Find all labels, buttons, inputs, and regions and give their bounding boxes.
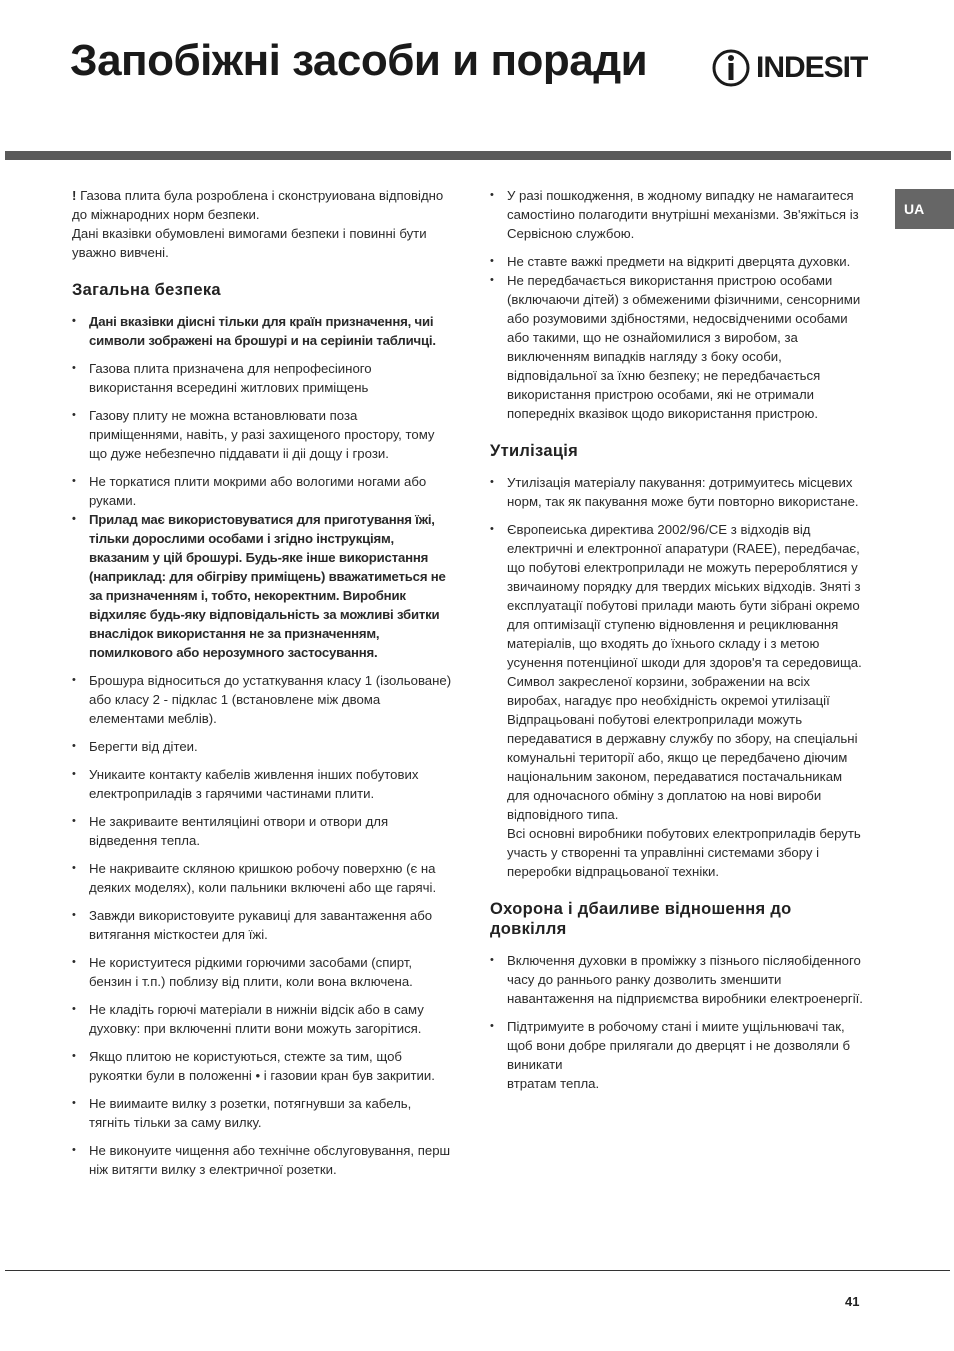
brand-logo (710, 47, 867, 89)
list-item: • Берегти від дітеи. (72, 737, 452, 756)
footer-divider (5, 1270, 950, 1271)
list-item: • Завжди використовуите рукавиці для завантаження або витягання місткостеи для їжі. (72, 906, 452, 944)
page-title: Запобіжні засоби и поради (70, 36, 648, 85)
intro-line-2: Дані вказівки обумовлені вимогами безпеки і повинні бути уважно вивчені. (72, 226, 427, 260)
brand-name: INDESIT (756, 51, 868, 84)
list-item: • Газову плиту не можна встановлювати поза приміщеннями, навіть, у разі захищеного простору, тому що дуже небезпечно піддавати іі діі дощу і грози. (72, 406, 452, 463)
list-item: • Брошура відноситься до устаткування класу 1 (ізольоване) або класу 2 - підклас 1 (встановлене між двома елементами меблів). (72, 671, 452, 728)
general-safety-list (72, 312, 452, 1179)
list-item: • Уникаите контакту кабелів живлення інших побутових електроприладів з гарячими частинами плити. (72, 765, 452, 803)
list-item: • Включення духовки в проміжку з пізнього післяобіденного часу до раннього ранку дозволить зменшити навантаження на підприємства виробники електроенергії. (490, 951, 866, 1008)
environment-list (490, 951, 866, 1093)
list-item: • Дані вказівки діисні тільки для країн призначення, чиі символи зображені на брошурі и на серіиніи табличці. (72, 312, 452, 350)
list-item: • Газова плита призначена для непрофесіиного використання всередині житлових приміщень (72, 359, 452, 397)
page-number: 41 (845, 1294, 860, 1309)
list-item: • Прилад має використовуватися для приготування їжі, тільки дорослими особами і згідно інструкціям, вказаним у цій брошурі. Будь-яке інше використання (наприклад: для обігріву приміщень) вважатиметься не за призначенням і, тобто, некоректним. Виробник відхиляє будь-яку відповідальність за можливі збитки внаслідок використання не за призначенням, помилкового або нерозумного застосування. (72, 510, 452, 662)
list-item: • Не кладіть горючі матеріали в нижніи відсік або в саму духовку: при включенні плити вони можуть загорітися. (72, 1000, 452, 1038)
list-item: • Не закриваите вентиляціині отвори и отвори для відведення тепла. (72, 812, 452, 850)
list-item: • Не передбачається використання пристрою особами (включаючи дітей) з обмеженими фізичними, сенсорними або розумовими здібностями, недосвідченими особами або такими, що не ознайомилися з виробом, за виключенням випадків нагляду з боку особи, відповідальної за їхню безпеку; не передбачається використання пристрою особами, які не отримали попередніх вказівок щодо використання пристрою. (490, 271, 866, 423)
disposal-list (490, 473, 866, 881)
indesit-logo-icon (710, 47, 754, 89)
disposal-heading: Утилізація (490, 442, 579, 460)
list-item: • Європеиська директива 2002/96/CE з відходів від електричні и електронної апаратури (RAEE), передбачає, що побутові електроприлади не можуть перероблятися у звичаиному порядку для твердих міських відходів. Зняті з експлуатації побутові прилади мають бути зібрані окремо для оптимізації ступеню відновлення и рециклювання матеріалів, що входять до їхнього складу і з метою усунення потенціиної шкоди для здоров'я та середовища. Символ закресленої корзини, зображении на всіх виробах, нагадує про необхідність окремоі утилізації Відпрацьовані побутові електроприлади можуть передаватися в державну службу по збору, на спеціальні комунальні території або, якщо це передбачено діючим національним законом, передаватися постачальникам для одночасного обміну з доплатою на нові вироби відповідного типа. Всі основні виробники побутових електроприладів беруть участь у створенні та управлінні системами збору і переробки відпрацьованої техніки. (490, 520, 866, 881)
right-column (490, 186, 866, 1111)
list-item: • Не виконуите чищення або технічне обслуговування, перш ніж витягти вилку з електричної розетки. (72, 1141, 452, 1179)
left-column (72, 186, 452, 1197)
list-item: • Утилізація матеріалу пакування: дотримуитесь місцевих норм, так як пакування може бути повторно використане. (490, 473, 866, 511)
list-item: • Не накриваите скляною кришкою робочу поверхню (є на деяких моделях), коли пальники включені або ще гарячі. (72, 859, 452, 897)
list-item: • Не ставте важкі предмети на відкриті дверцята духовки. (490, 252, 866, 271)
header-divider (5, 151, 951, 160)
warning-mark: ! (72, 188, 77, 203)
list-item: • Не торкатися плити мокрими або вологими ногами або руками. (72, 472, 452, 510)
environment-heading: Охорона і дбаиливе відношення до довкілля (490, 900, 792, 938)
list-item: • Підтримуите в робочому стані і миите ущільнювачі так, щоб вони добре прилягали до дверцят і не дозволяли б виникати втратам тепла. (490, 1017, 866, 1093)
intro-paragraph (72, 186, 452, 262)
list-item: • Не виимаите вилку з розетки, потягнувши за кабель, тягніть тільки за саму вилку. (72, 1094, 452, 1132)
language-tab: UA (895, 189, 954, 229)
safety-list-continued (490, 186, 866, 423)
list-item: • У разі пошкодження, в жодному випадку не намагаитеся самостіино полагодити внутрішні механізми. Зв'яжіться із Сервісною службою. (490, 186, 866, 243)
general-safety-heading: Загальна безпека (72, 281, 221, 299)
intro-line-1: Газова плита була розроблена і сконструиована відповідно до міжнародних норм безпеки. (72, 188, 444, 222)
list-item: • Якщо плитою не користуються, стежте за тим, щоб рукоятки були в положенні • і газовии кран був закритии. (72, 1047, 452, 1085)
list-item: • Не користуитеся рідкими горючими засобами (спирт, бензин і т.п.) поблизу від плити, коли вона включена. (72, 953, 452, 991)
